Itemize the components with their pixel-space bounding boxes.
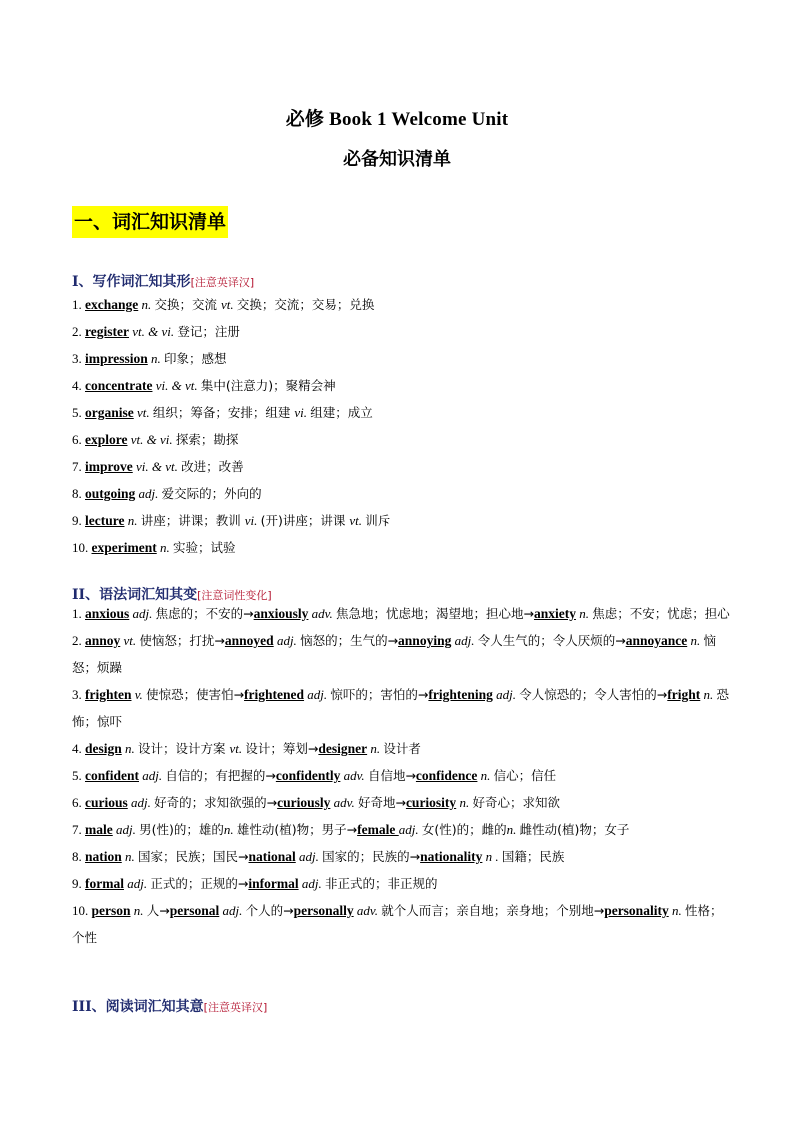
definition: 自信地→	[367, 768, 416, 783]
part-of-speech: adj.	[273, 633, 301, 648]
definition: 国籍；民族	[501, 849, 565, 864]
part-of-speech: vt.	[133, 405, 153, 420]
definition: 恼怒；烦躁	[72, 633, 716, 675]
part-of-speech: adj.	[129, 606, 156, 621]
vocab-item	[72, 507, 732, 534]
part-of-speech: vt.	[120, 633, 140, 648]
item-number: 9.	[72, 876, 85, 891]
definition: 就个人而言；亲自地；亲身地；个别地→	[381, 903, 605, 918]
part-of-speech: adj.	[398, 822, 422, 837]
vocab-item	[72, 897, 732, 951]
vocab-item	[72, 426, 732, 453]
vocab-word: personal	[169, 903, 220, 918]
vocab-list-writing	[72, 291, 732, 561]
vocab-word: annoy	[85, 633, 121, 648]
vocab-word: formal	[85, 876, 124, 891]
part-of-speech: adj.	[112, 822, 140, 837]
vocab-word: personally	[293, 903, 354, 918]
section-banner-vocabulary: 一、词汇知识清单	[72, 206, 228, 238]
vocab-word: annoyed	[224, 633, 274, 648]
vocab-word: confidently	[275, 768, 341, 783]
definition: 国家的；民族的→	[322, 849, 421, 864]
part-of-speech: v.	[131, 687, 147, 702]
definition: 设计；设计方案	[138, 741, 230, 756]
part-of-speech: adj.	[139, 768, 166, 783]
part-of-speech: n.	[456, 795, 473, 810]
vocab-item	[72, 291, 732, 318]
definition: 组织；筹备；安排；组建	[152, 405, 295, 420]
subsection-title: I、写作词汇知其形	[72, 274, 191, 290]
definition: 使恼怒；打扰→	[139, 633, 225, 648]
part-of-speech: adv.	[330, 795, 358, 810]
part-of-speech: vt.	[220, 297, 237, 312]
definition: (开)讲座；讲课	[260, 513, 350, 528]
vocab-item	[72, 600, 732, 627]
part-of-speech: adj.	[123, 876, 151, 891]
definition: 设计者	[383, 741, 421, 756]
subsection-tag: [注意英译汉]	[203, 1001, 268, 1014]
part-of-speech: n.	[147, 351, 165, 366]
subsection-heading-writing	[72, 271, 254, 291]
item-number: 2.	[72, 324, 85, 339]
part-of-speech: vt. & vi.	[128, 324, 178, 339]
vocab-word: annoyance	[625, 633, 688, 648]
vocab-word: person	[91, 903, 131, 918]
vocab-word: designer	[318, 741, 368, 756]
item-number: 4.	[72, 741, 85, 756]
definition: 焦虑的；不安的→	[155, 606, 254, 621]
vocab-item	[72, 762, 732, 789]
vocab-word: curiously	[277, 795, 331, 810]
vocab-word: confident	[85, 768, 139, 783]
subsection-tag: [注意词性变化]	[197, 589, 272, 602]
item-number: 5.	[72, 768, 85, 783]
definition: 恐怖；惊吓	[72, 687, 730, 729]
definition: 令人惊恐的；令人害怕的→	[519, 687, 668, 702]
definition: 设计；筹划→	[245, 741, 319, 756]
vocab-item	[72, 480, 732, 507]
part-of-speech: vi.	[244, 513, 261, 528]
vocab-word: curiosity	[405, 795, 457, 810]
definition: 令人生气的；令人厌烦的→	[477, 633, 626, 648]
part-of-speech: adj.	[135, 486, 162, 501]
definition: 雄性动(植)物；男子→	[236, 822, 358, 837]
vocab-item	[72, 735, 732, 762]
vocab-item	[72, 789, 732, 816]
part-of-speech: n.	[506, 822, 520, 837]
definition: 爱交际的；外向的	[161, 486, 262, 501]
vocab-word: fright	[667, 687, 701, 702]
vocab-word: organise	[85, 405, 134, 420]
definition: 焦虑；不安；忧虑；担心	[592, 606, 730, 621]
definition: 实验；试验	[172, 540, 236, 555]
definition: 自信的；有把握的→	[165, 768, 276, 783]
vocab-item	[72, 816, 732, 843]
definition: 女(性)的；雌的	[421, 822, 507, 837]
part-of-speech: n.	[687, 633, 704, 648]
definition: 好奇的；求知欲强的→	[154, 795, 278, 810]
part-of-speech: n.	[477, 768, 494, 783]
definition: 讲座；讲课；教训	[140, 513, 245, 528]
vocab-word: anxiety	[533, 606, 576, 621]
item-number: 3.	[72, 687, 85, 702]
item-number: 4.	[72, 378, 85, 393]
vocab-word: personality	[604, 903, 669, 918]
subsection-tag: [注意英译汉]	[190, 276, 255, 289]
vocab-item	[72, 318, 732, 345]
vocab-word: curious	[85, 795, 128, 810]
document-subtitle: 必备知识清单	[343, 149, 451, 170]
definition: 人→	[146, 903, 170, 918]
vocab-word: explore	[85, 432, 128, 447]
part-of-speech: adj.	[492, 687, 520, 702]
item-number: 3.	[72, 351, 85, 366]
part-of-speech: adv.	[340, 768, 368, 783]
part-of-speech: n.	[223, 822, 237, 837]
part-of-speech: n.	[575, 606, 593, 621]
vocab-word: frightening	[428, 687, 493, 702]
definition: 使惊恐；使害怕→	[146, 687, 245, 702]
vocab-word: concentrate	[85, 378, 153, 393]
definition: 探索；勘探	[175, 432, 239, 447]
definition: 男(性)的；雄的	[139, 822, 224, 837]
item-number: 1.	[72, 606, 85, 621]
definition: 惊吓的；害怕的→	[330, 687, 429, 702]
definition: 交换；交流	[154, 297, 221, 312]
part-of-speech: vt. & vi.	[127, 432, 176, 447]
vocab-word: design	[85, 741, 122, 756]
part-of-speech: adj.	[298, 876, 325, 891]
definition: 好奇心；求知欲	[472, 795, 560, 810]
subsection-heading-reading	[72, 996, 267, 1016]
part-of-speech: adj.	[295, 849, 323, 864]
part-of-speech: adj.	[451, 633, 478, 648]
item-number: 10.	[72, 540, 92, 555]
definition: 登记；注册	[177, 324, 240, 339]
vocab-word: experiment	[91, 540, 157, 555]
part-of-speech: adv.	[308, 606, 336, 621]
vocab-word: impression	[85, 351, 148, 366]
vocab-item	[72, 399, 732, 426]
vocab-item	[72, 534, 732, 561]
item-number: 5.	[72, 405, 85, 420]
vocab-word: nation	[85, 849, 122, 864]
definition: 集中(注意力)；聚精会神	[200, 378, 336, 393]
part-of-speech: n.	[121, 849, 139, 864]
item-number: 2.	[72, 633, 85, 648]
item-number: 1.	[72, 297, 85, 312]
vocab-word: annoying	[398, 633, 452, 648]
definition: 个人的→	[245, 903, 294, 918]
vocab-item	[72, 372, 732, 399]
definition: 改进；改善	[181, 459, 244, 474]
part-of-speech: adv.	[353, 903, 382, 918]
part-of-speech: adj.	[127, 795, 155, 810]
vocab-word: nationality	[420, 849, 483, 864]
part-of-speech: n.	[138, 297, 155, 312]
vocab-item	[72, 843, 732, 870]
item-number: 6.	[72, 432, 85, 447]
part-of-speech: adj.	[219, 903, 246, 918]
subsection-title: III、阅读词汇知其意	[72, 999, 204, 1015]
part-of-speech: vi. & vt.	[132, 459, 182, 474]
subsection-title: II、语法词汇知其变	[72, 587, 198, 603]
item-number: 8.	[72, 486, 85, 501]
part-of-speech: n.	[367, 741, 384, 756]
part-of-speech: vi.	[294, 405, 311, 420]
vocab-word: informal	[248, 876, 299, 891]
part-of-speech: n.	[668, 903, 685, 918]
vocab-word: outgoing	[85, 486, 136, 501]
part-of-speech: vt.	[349, 513, 366, 528]
item-number: 8.	[72, 849, 85, 864]
definition: 正式的；正规的→	[150, 876, 249, 891]
part-of-speech: vt.	[229, 741, 246, 756]
vocab-item	[72, 681, 732, 735]
definition: 国家；民族；国民→	[138, 849, 249, 864]
vocab-word: exchange	[85, 297, 139, 312]
definition: 性格；个性	[72, 903, 723, 945]
vocab-word: national	[248, 849, 296, 864]
definition: 训斥	[365, 513, 391, 528]
item-number: 6.	[72, 795, 85, 810]
vocab-word: male	[85, 822, 113, 837]
vocab-word: anxious	[85, 606, 130, 621]
definition: 印象；感想	[164, 351, 227, 366]
item-number: 7.	[72, 822, 85, 837]
vocab-item	[72, 870, 732, 897]
vocab-word: improve	[85, 459, 133, 474]
definition: 信心；信任	[493, 768, 557, 783]
vocab-word: female	[357, 822, 399, 837]
vocab-word: confidence	[415, 768, 478, 783]
part-of-speech: n.	[156, 540, 173, 555]
document-title: 必修 Book 1 Welcome Unit	[285, 109, 509, 130]
item-number: 9.	[72, 513, 85, 528]
vocab-list-grammar	[72, 600, 732, 951]
vocab-word: lecture	[85, 513, 125, 528]
definition: 焦急地；忧虑地；渴望地；担心地→	[335, 606, 534, 621]
part-of-speech: n.	[130, 903, 147, 918]
vocab-word: frightened	[244, 687, 305, 702]
definition: 交换；交流；交易；兑换	[236, 297, 375, 312]
vocab-item	[72, 453, 732, 480]
definition: 恼怒的；生气的→	[300, 633, 399, 648]
part-of-speech: adj.	[304, 687, 331, 702]
item-number: 7.	[72, 459, 85, 474]
vocab-word: frighten	[85, 687, 132, 702]
part-of-speech: n.	[700, 687, 717, 702]
definition: 好奇地→	[357, 795, 406, 810]
item-number: 10.	[72, 903, 92, 918]
vocab-item	[72, 627, 732, 681]
definition: 组建；成立	[310, 405, 373, 420]
vocab-item	[72, 345, 732, 372]
part-of-speech: n.	[124, 513, 141, 528]
vocab-word: register	[85, 324, 129, 339]
part-of-speech: n.	[121, 741, 139, 756]
part-of-speech: vi. & vt.	[152, 378, 201, 393]
definition: 雌性动(植)物；女子	[519, 822, 630, 837]
part-of-speech: n .	[482, 849, 502, 864]
vocab-word: anxiously	[253, 606, 309, 621]
definition: 非正式的；非正规的	[324, 876, 438, 891]
